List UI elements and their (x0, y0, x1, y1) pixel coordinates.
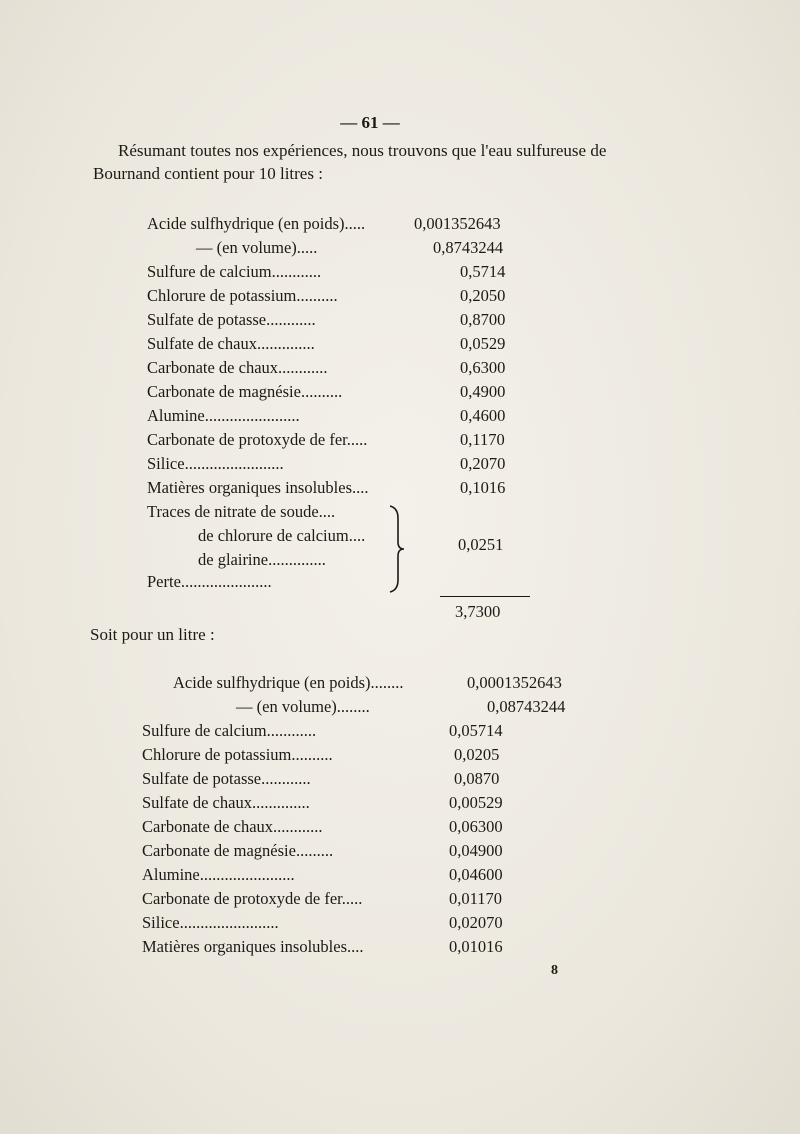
row-label: Carbonate de protoxyde de fer..... (142, 889, 363, 908)
row-label: Acide sulfhydrique (en poids)........ (173, 673, 404, 692)
row-value: 0,1170 (460, 430, 505, 449)
row-value: 0,08743244 (487, 697, 566, 716)
row-value: 0,5714 (460, 262, 506, 281)
row-label: Alumine....................... (142, 865, 295, 884)
total-rule (440, 596, 530, 597)
row-value: 0,04900 (449, 841, 503, 860)
row-value: 0,4900 (460, 382, 506, 401)
page-number: — 61 — (340, 113, 400, 132)
row-value: 0,1016 (460, 478, 506, 497)
row-label: Acide sulfhydrique (en poids)..... (147, 214, 366, 233)
row-label: Sulfate de chaux.............. (147, 334, 315, 353)
row-label: Silice........................ (142, 913, 279, 932)
row-value: 0,00529 (449, 793, 503, 812)
row-label: — (en volume)..... (196, 238, 318, 257)
row-label: Sulfure de calcium............ (147, 262, 322, 281)
document-page: — 61 — Résumant toutes nos expériences, nous trouvons que l'eau sulfureuse de Bournand contient pour 10 litres : Acide sulfhydrique (en poids)..... 0,001352643 — (en volume)..... 0,8743244 Sulfure de calcium............ 0,5714 Chlorure de potassium.......... 0,2050 Sulfate de potasse............ 0,8700 Sulfate de chaux.............. 0,0529 Carbonate de chaux............ 0,6300 Carbonate de magnésie.......... 0,4900 Alumine....................... 0,4600 Carbonate de protoxyde de fer..... 0,1170 Silice........................ 0,2070 Matières organiques insolubles.... 0,1016 Traces de nitrate de soude.... de chlorure de calcium.... de glairine.............. Perte...................... 0,0251 3,7300 Soit pour un litre : Acide sulfhydrique (en poids)........ 0,0001352643 — (en volume)........ 0,08743244 Sulfure de calcium............ 0,05714 Chlorure de potassium.......... 0,0205 Sulfate de potasse............ 0,0870 Sulfate de chaux.............. 0,00529 Carbonate de chaux............ 0,06300 Carbonate de magnésie......... 0,04900 Alumine....................... 0,04600 Carbonate de protoxyde de fer..... 0,01170 Silice........................ 0,02070 Matières organiques insolubles.... 0,01016 8 (0, 0, 800, 1134)
row-label: Carbonate de chaux............ (142, 817, 323, 836)
row-value: 0,6300 (460, 358, 506, 377)
row-value: 0,02070 (449, 913, 503, 932)
row-label: Carbonate de magnésie......... (142, 841, 334, 860)
row-label: Sulfate de chaux.............. (142, 793, 310, 812)
row-value: 0,01016 (449, 937, 503, 956)
row-value: 0,8700 (460, 310, 506, 329)
row-label: Chlorure de potassium.......... (147, 286, 338, 305)
soit-heading: Soit pour un litre : (90, 625, 215, 644)
row-label: Matières organiques insolubles.... (147, 478, 369, 497)
row-value: 0,06300 (449, 817, 503, 836)
row-label: Carbonate de chaux............ (147, 358, 328, 377)
signature-mark: 8 (551, 963, 558, 978)
row-label: Sulfure de calcium............ (142, 721, 317, 740)
row-label: Sulfate de potasse............ (147, 310, 316, 329)
row-label: Chlorure de potassium.......... (142, 745, 333, 764)
row-label: Matières organiques insolubles.... (142, 937, 364, 956)
row-value: 0,001352643 (414, 214, 501, 233)
intro-line-1: Résumant toutes nos expériences, nous trouvons que l'eau sulfureuse de (118, 141, 607, 160)
row-label: Alumine....................... (147, 406, 300, 425)
row-value: 0,2070 (460, 454, 506, 473)
row-label: Carbonate de protoxyde de fer..... (147, 430, 368, 449)
row-value: 0,0205 (454, 745, 500, 764)
row-value: 0,05714 (449, 721, 503, 740)
row-value: 0,0870 (454, 769, 500, 788)
row-label: — (en volume)........ (236, 697, 370, 716)
row-label: Carbonate de magnésie.......... (147, 382, 343, 401)
row-value: 0,0529 (460, 334, 506, 353)
row-value: 0,01170 (449, 889, 503, 908)
row-value: 0,8743244 (433, 238, 504, 257)
intro-line-2: Bournand contient pour 10 litres : (93, 164, 323, 183)
row-value: 0,2050 (460, 286, 506, 305)
row-label: Sulfate de potasse............ (142, 769, 311, 788)
row-value: 0,0001352643 (467, 673, 562, 692)
row-value: 0,04600 (449, 865, 503, 884)
row-value: 0,4600 (460, 406, 506, 425)
brace-icon (388, 504, 406, 594)
row-label: Silice........................ (147, 454, 284, 473)
total-value: 3,7300 (455, 602, 501, 621)
